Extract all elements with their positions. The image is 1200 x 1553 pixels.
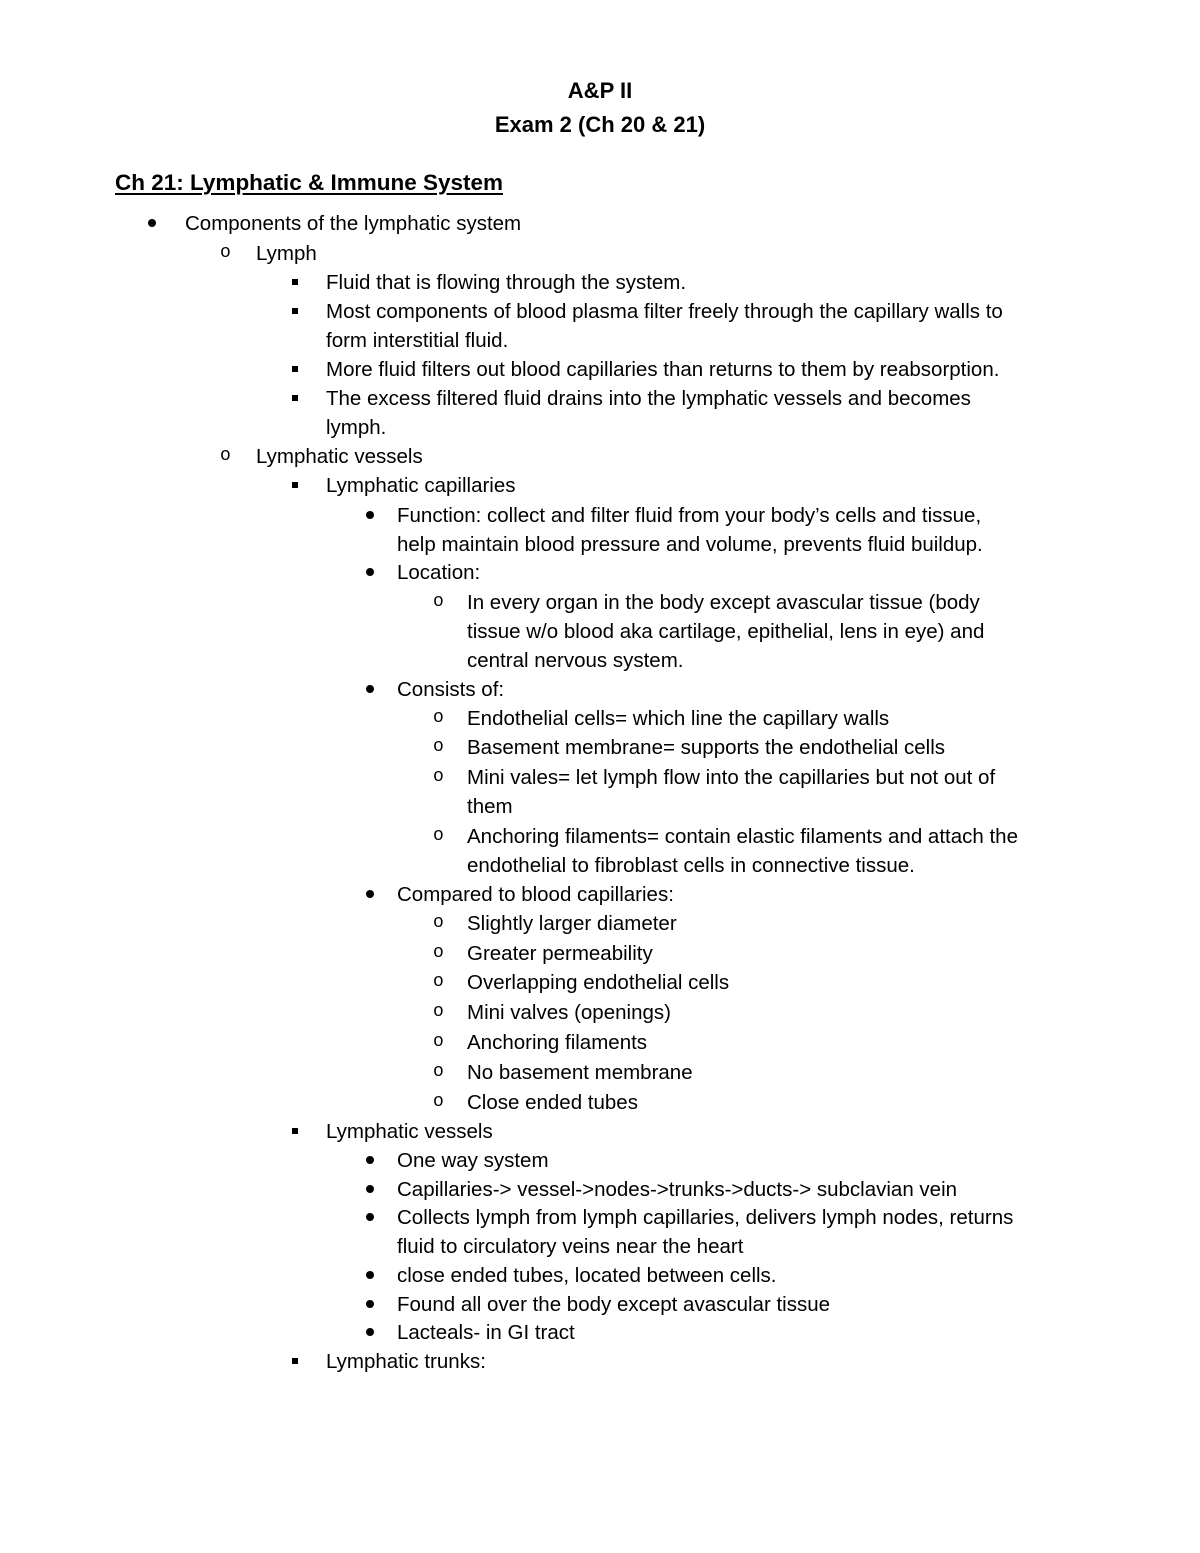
list-item: close ended tubes, located between cells. bbox=[397, 1264, 777, 1287]
bullet-circle-icon: o bbox=[433, 913, 444, 933]
bullet-square-icon bbox=[292, 308, 298, 314]
section-heading: Ch 21: Lymphatic & Immune System bbox=[115, 170, 504, 195]
document-subtitle: Exam 2 (Ch 20 & 21) bbox=[494, 112, 706, 137]
list-item: Fluid that is flowing through the system. bbox=[326, 271, 687, 294]
bullet-square-icon bbox=[292, 482, 298, 488]
list-item: No basement membrane bbox=[467, 1061, 693, 1084]
list-item: More fluid filters out blood capillaries than returns to them by reabsorption. bbox=[326, 358, 1000, 381]
bullet-disc-icon bbox=[366, 1300, 374, 1308]
bullet-disc-icon bbox=[366, 685, 374, 693]
list-item-continuation: them bbox=[467, 795, 513, 818]
bullet-square-icon bbox=[292, 1358, 298, 1364]
list-item-continuation: tissue w/o blood aka cartilage, epithelial, lens in eye) and bbox=[467, 620, 985, 643]
bullet-circle-icon: o bbox=[433, 943, 444, 963]
bullet-circle-icon: o bbox=[433, 1092, 444, 1112]
bullet-disc-icon bbox=[366, 890, 374, 898]
list-item: In every organ in the body except avascular tissue (body bbox=[467, 591, 980, 614]
bullet-disc-icon bbox=[366, 568, 374, 576]
list-item: Consists of: bbox=[397, 678, 505, 701]
bullet-circle-icon: o bbox=[433, 972, 444, 992]
bullet-circle-icon: o bbox=[220, 243, 231, 263]
list-item-continuation: help maintain blood pressure and volume, prevents fluid buildup. bbox=[397, 533, 983, 556]
bullet-disc-icon bbox=[366, 1328, 374, 1336]
list-item: Slightly larger diameter bbox=[467, 912, 677, 935]
list-item: Lymphatic trunks: bbox=[326, 1350, 486, 1373]
list-item-continuation: form interstitial fluid. bbox=[326, 329, 509, 352]
bullet-circle-icon: o bbox=[433, 1032, 444, 1052]
list-item: Close ended tubes bbox=[467, 1091, 638, 1114]
list-item: One way system bbox=[397, 1149, 549, 1172]
list-item: Components of the lymphatic system bbox=[185, 212, 522, 235]
bullet-circle-icon: o bbox=[433, 1062, 444, 1082]
list-item: Mini vales= let lymph flow into the capillaries but not out of bbox=[467, 766, 996, 789]
list-item-continuation: lymph. bbox=[326, 416, 387, 439]
list-item: Capillaries-> vessel->nodes->trunks->ducts-> subclavian vein bbox=[397, 1178, 958, 1201]
list-item: Lymphatic vessels bbox=[326, 1120, 493, 1143]
list-item: Lymph bbox=[256, 242, 317, 265]
list-item: Compared to blood capillaries: bbox=[397, 883, 674, 906]
bullet-disc-icon bbox=[148, 219, 156, 227]
bullet-disc-icon bbox=[366, 1185, 374, 1193]
list-item: Anchoring filaments bbox=[467, 1031, 648, 1054]
list-item: The excess filtered fluid drains into the lymphatic vessels and becomes bbox=[326, 387, 971, 410]
list-item: Greater permeability bbox=[467, 942, 653, 965]
list-item-continuation: endothelial to fibroblast cells in connective tissue. bbox=[467, 854, 915, 877]
bullet-square-icon bbox=[292, 279, 298, 285]
list-item: Mini valves (openings) bbox=[467, 1001, 671, 1024]
list-item: Function: collect and filter fluid from your body’s cells and tissue, bbox=[397, 504, 982, 527]
list-item: Collects lymph from lymph capillaries, delivers lymph nodes, returns bbox=[397, 1206, 1014, 1229]
bullet-circle-icon: o bbox=[433, 737, 444, 757]
bullet-circle-icon: o bbox=[433, 826, 444, 846]
list-item: Most components of blood plasma filter freely through the capillary walls to bbox=[326, 300, 1003, 323]
bullet-circle-icon: o bbox=[433, 708, 444, 728]
list-item: Anchoring filaments= contain elastic filaments and attach the bbox=[467, 825, 1018, 848]
list-item: Overlapping endothelial cells bbox=[467, 971, 730, 994]
list-item-continuation: fluid to circulatory veins near the heart bbox=[397, 1235, 744, 1258]
bullet-disc-icon bbox=[366, 1271, 374, 1279]
list-item: Lacteals- in GI tract bbox=[397, 1321, 575, 1344]
bullet-square-icon bbox=[292, 1128, 298, 1134]
bullet-square-icon bbox=[292, 366, 298, 372]
list-item: Endothelial cells= which line the capillary walls bbox=[467, 707, 890, 730]
list-item: Basement membrane= supports the endothelial cells bbox=[467, 736, 946, 759]
bullet-disc-icon bbox=[366, 511, 374, 519]
bullet-circle-icon: o bbox=[433, 767, 444, 787]
list-item: Lymphatic capillaries bbox=[326, 474, 516, 497]
bullet-circle-icon: o bbox=[433, 1002, 444, 1022]
list-item: Found all over the body except avascular tissue bbox=[397, 1293, 831, 1316]
bullet-disc-icon bbox=[366, 1213, 374, 1221]
bullet-disc-icon bbox=[366, 1156, 374, 1164]
list-item-continuation: central nervous system. bbox=[467, 649, 684, 672]
list-item: Lymphatic vessels bbox=[256, 445, 423, 468]
bullet-circle-icon: o bbox=[220, 446, 231, 466]
list-item: Location: bbox=[397, 561, 481, 584]
document-title: A&P II bbox=[567, 78, 633, 103]
bullet-square-icon bbox=[292, 395, 298, 401]
bullet-circle-icon: o bbox=[433, 592, 444, 612]
